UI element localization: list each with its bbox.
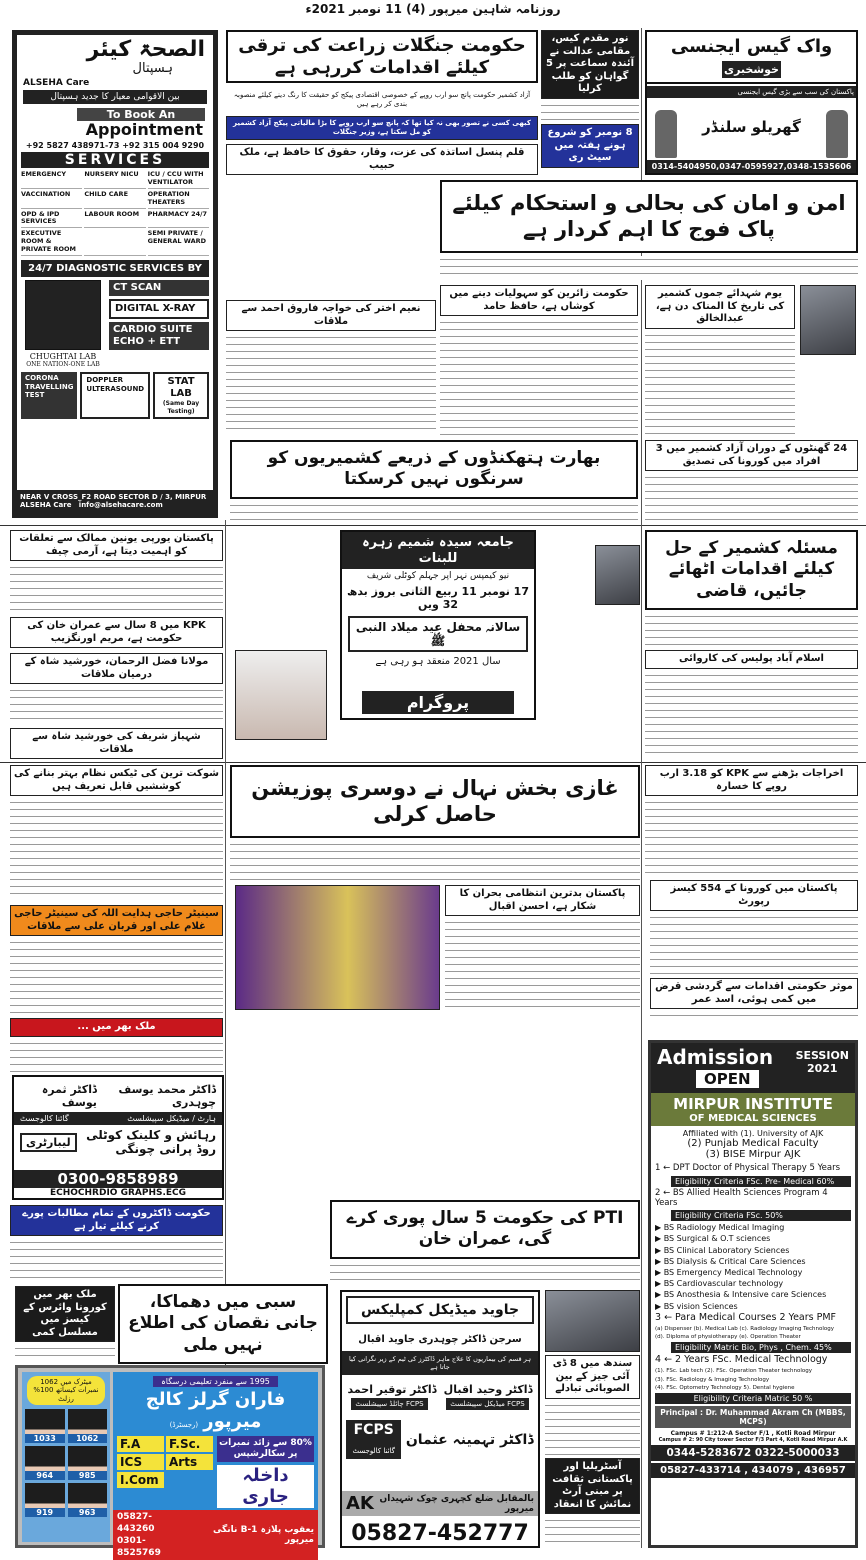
arrow-icon: ▶ — [655, 1279, 664, 1289]
eligibility-2: Eligibility Criteria FSc. 50% — [671, 1210, 851, 1221]
test-services — [17, 368, 213, 418]
session-year: 2021 — [806, 1062, 838, 1075]
student-photo — [25, 1483, 65, 1517]
article-headline: شوکت ترین کی ٹیکس نظام بہتر بنانے کی کوششیں قابل تعریف ہیں — [10, 765, 223, 796]
doctor-names — [14, 1077, 222, 1112]
news-article — [645, 530, 858, 645]
bs-program: BS Dialysis & Critical Care Sciences — [663, 1256, 806, 1266]
campus-2: Campus # 2: 90 City tower Sector F/3 Part 4, Kotli Road Mirpur A.K — [658, 1437, 848, 1444]
program-3: 3 ← Para Medical Courses 2 Years PMF — [655, 1311, 837, 1323]
gas-strip: پاکستان کی سب سے بڑی گیس ایجنسی — [647, 86, 856, 98]
news-article — [645, 765, 858, 875]
article-headline: سینیٹر حاجی ہدایت اللہ کی سینیٹر حاجی غلام علی اور قربان علی سے ملاقات — [10, 905, 223, 936]
service-item: ICU / CCU WITH VENTILATOR — [148, 170, 209, 189]
student-photo — [25, 1446, 65, 1480]
spec1: ہارٹ / میڈیکل سپیشلسٹ — [127, 1114, 216, 1123]
news-article — [226, 30, 538, 88]
news-article — [230, 440, 638, 520]
student-photo — [68, 1483, 108, 1517]
article-headline: یوم شہدائے جموں کشمیر کی تاریخ کا المناک دن ہے، عبدالخالق — [645, 285, 795, 329]
faran-phone1: 05827-443260 — [117, 1511, 155, 1534]
lab-name — [21, 350, 105, 369]
article-body-text — [230, 841, 640, 880]
student-score: 1033 — [25, 1434, 65, 1443]
student-photo — [68, 1446, 108, 1480]
faran-main-panel — [113, 1372, 318, 1558]
article-headline: غازی بخش نہال نے دوسری پوزیشن حاصل کرلی — [230, 765, 640, 838]
gas-phones: 0314-5404950,0347-0595927,0348-1535606 — [647, 160, 856, 173]
faran-courses — [117, 1436, 213, 1488]
program-4a: (1). FSc. Lab tech (2). FSc. Operation Theater technology — [655, 1368, 813, 1375]
news-article — [545, 1458, 640, 1548]
doctor-specs — [14, 1112, 222, 1125]
service-item: CHILD CARE — [84, 190, 145, 209]
bs-program: BS Anosthesia & Intensive care Sciences — [663, 1290, 827, 1300]
course-label: ICS — [117, 1454, 164, 1470]
news-article — [10, 728, 223, 760]
course-label: Arts — [166, 1454, 213, 1470]
faran-college-ad — [15, 1365, 325, 1558]
gas-cylinder: گھریلو سلنڈر — [702, 118, 801, 136]
bs-program: BS Clinical Laboratory Sciences — [663, 1245, 790, 1255]
article-headline: حکومت ڈاکٹروں کے تمام مطالبات پورے کرنے کیلئے تیار ہے — [10, 1205, 223, 1236]
news-article — [10, 765, 223, 900]
alseha-subtitle: ہسپتال — [132, 61, 173, 77]
alseha-brand: ALSEHA Care — [23, 78, 90, 89]
bs-program: BS Cardiovascular technology — [663, 1279, 784, 1289]
news-article — [118, 1284, 328, 1363]
lab-column — [21, 280, 105, 369]
article-headline: سندھ میں 8 ڈی آئی جیز کے بین الصوبائی تبادلے — [545, 1355, 640, 1399]
cylinder-icon — [655, 110, 677, 158]
cardio-suite: CARDIO SUITE ECHO + ETT — [109, 322, 209, 350]
alseha-tagline: بین الاقوامی معیار کا جدید ہسپتال — [23, 90, 207, 104]
article-body-text — [545, 1402, 640, 1455]
medc-phone: 05827-452777 — [351, 1521, 529, 1546]
news-article — [10, 1205, 223, 1280]
news-article — [440, 285, 638, 435]
stat-lab — [153, 372, 209, 418]
article-body-text — [10, 1040, 223, 1073]
service-item: VACCINATION — [21, 190, 82, 209]
article-body-text — [541, 102, 639, 122]
eligibility-1: Eligibility Criteria FSc. Pre- Medical 60% — [671, 1176, 851, 1187]
news-article — [645, 650, 858, 758]
jamia-event: سالانہ محفل عید میلاد النبی ﷺ — [348, 616, 528, 653]
bs-program: BS Emergency Medical Technology — [663, 1268, 803, 1278]
cylinder-icon — [826, 110, 848, 158]
program-4c: (4). FSc. Optometry Technology 5). Dental hygiene — [655, 1384, 795, 1391]
gas-badge: خوشخبری — [724, 63, 779, 76]
arrow-icon: ▶ — [655, 1290, 664, 1300]
article-body-text — [545, 1517, 640, 1548]
news-article — [15, 1286, 115, 1362]
alseha-care-ad — [12, 30, 218, 518]
arrow-icon: ▶ — [655, 1256, 664, 1266]
student-scores — [25, 1409, 107, 1517]
article-body-text — [645, 672, 858, 758]
jamia-program: پروگرام — [362, 691, 514, 714]
course-label: I.Com — [117, 1472, 164, 1488]
article-headline: سبی میں دھماکا، جانی نقصان کی اطلاع نہیں ملی — [118, 1284, 328, 1364]
article-body-text — [650, 914, 858, 975]
jamia-campus: نیو کیمپس نہر اپر جہلم کوٹلی شریف — [366, 571, 510, 582]
lab-section — [17, 280, 213, 369]
faran-address: یعقوب پلازہ B-1 نانگی میرپور — [212, 1524, 314, 1545]
diagnostic-title: 24/7 DIAGNOSTIC SERVICES BY — [21, 260, 209, 277]
article-headline: نور مقدم کیس، مقامی عدالت نے آئندہ سماعت پر 5 گواہان کو طلب کرلیا — [541, 30, 639, 99]
medc-surgeon: سرجن ڈاکٹر چوہدری جاوید اقبال — [358, 1334, 522, 1345]
admission-label: Admission — [657, 1045, 774, 1069]
student-score: 919 — [25, 1508, 65, 1517]
campus-1: Campus # 1:212-A Sector F/1 , Kotli Road Mirpur — [670, 1430, 836, 1438]
affiliation3: (3) BISE Mirpur AJK — [705, 1149, 801, 1160]
service-item: EXECUTIVE ROOM & PRIVATE ROOM — [21, 229, 82, 255]
doctor-phone: 0300-9858989 — [14, 1170, 222, 1188]
corona-test: CORONA TRAVELLING TEST — [21, 372, 77, 418]
news-article — [541, 124, 639, 178]
article-headline: اسلام آباد پولیس کی کاروائی — [645, 650, 858, 669]
article-body-text — [10, 939, 223, 1015]
arrow-icon: ▶ — [655, 1234, 664, 1244]
article-headline: حکومت زائرین کو سہولیات دینے میں کوشاں ہے، حافظ حامد — [440, 285, 638, 316]
news-article — [226, 144, 538, 178]
article-headline: امن و امان کی بحالی و استحکام کیلئے پاک فوج کا اہم کردار ہے — [440, 180, 858, 253]
bs-program-item — [651, 1233, 855, 1244]
faran-admission: داخلہ جاری — [217, 1465, 314, 1508]
article-headline: شہباز شریف کی خورشید شاہ سے ملاقات — [10, 728, 223, 759]
bs-program: BS vision Sciences — [663, 1301, 738, 1311]
article-headline: مولانا فضل الرحمان، خورشید شاہ کے درمیان ملاقات — [10, 653, 223, 684]
article-headline: کبھی کسی نے تصور بھی نہ کیا تھا کہ پانچ سو ارب روپے کا بڑا مالیاتی پیکج آزاد کشمیر کو مل سکتا ہے، وزیر جنگلات — [226, 116, 538, 140]
news-article — [650, 978, 858, 1018]
ct-scan: CT SCAN — [109, 280, 209, 296]
news-article — [645, 285, 795, 435]
alseha-facebook: ALSEHA Care — [20, 501, 72, 510]
faran-result: میٹرک میں 1062 نمبرات کیساتھ 100% رزلٹ — [27, 1376, 105, 1405]
news-article — [445, 885, 640, 1010]
divider — [0, 525, 866, 526]
course-label: F.A — [117, 1436, 164, 1452]
article-body-text — [10, 1239, 223, 1280]
alseha-title: الصحۃ کیئر — [86, 37, 205, 62]
news-article — [645, 440, 858, 520]
arrow-icon: ▶ — [655, 1245, 664, 1255]
lab-name-text: CHUGHTAI LAB — [29, 351, 97, 361]
arrow-icon: ▶ — [655, 1301, 664, 1311]
news-article — [10, 1018, 223, 1073]
alseha-address: NEAR V CROSS_F2 ROAD SECTOR D / 3, MIRPUR — [20, 492, 207, 501]
alseha-email: info@alsehacare.com — [78, 501, 163, 510]
doctor-tauqeer: ڈاکٹر توقیر احمد — [347, 1383, 437, 1396]
program-2: 2 ← BS Allied Health Sciences Program 4 Years — [655, 1187, 828, 1208]
program-3b: (d). Diploma of physiotherapy (e). Operation Theater — [655, 1334, 801, 1341]
faran-reg: (رجسٹرڈ) — [169, 1420, 199, 1429]
news-article — [226, 300, 436, 435]
news-article — [10, 530, 223, 615]
article-body-text — [230, 502, 638, 520]
jamia-event-ad — [340, 530, 536, 720]
service-item — [84, 229, 145, 255]
article-body-text — [645, 799, 858, 875]
article-body-text — [10, 687, 223, 725]
news-article — [440, 180, 858, 280]
gas-title-text: واک گیس ایجنسی — [670, 36, 833, 57]
jamia-date: 17 نومبر 11 ربیع الثانی بروز بدھ 32 ویں — [347, 585, 529, 612]
news-article — [226, 116, 538, 142]
medc-title: جاوید میڈیکل کمپلیکس — [346, 1296, 534, 1324]
mims-phones-1: 0344-5283672 0322-5000033 — [651, 1445, 855, 1461]
news-article — [650, 880, 858, 975]
article-body-text — [645, 332, 795, 435]
eligibility-4: Eligibility Criteria Matric 50 % — [655, 1393, 851, 1404]
article-headline: KPK میں 8 سال سے عمران خان کی حکومت ہے، مریم اورنگزیب — [10, 617, 223, 648]
photo-man — [800, 285, 856, 355]
doppler: DOPPLER ULTERASOUND — [80, 372, 150, 418]
service-item: LABOUR ROOM — [84, 210, 145, 229]
program-4: 4 ← 2 Years FSc. Medical Technology — [655, 1354, 828, 1366]
article-headline: آزاد کشمیر حکومت پانچ سو ارب روپے کے خصوصی اقتصادی پیکج کو حقیقت کا رنگ دینے کیلئے منصوبہ بندی کر رہے ہیں — [226, 89, 538, 111]
clinic-row — [14, 1125, 222, 1160]
doctor-tauqeer-spec: FCPS چائلڈ سپیشلسٹ — [351, 1398, 427, 1410]
gyn-label: گائنا کالوجسٹ — [352, 1447, 395, 1455]
bs-program-item — [651, 1289, 855, 1300]
scan-services — [109, 280, 209, 369]
fcps-badge: FCPS — [353, 1422, 394, 1438]
photo-man — [595, 545, 640, 605]
bs-program-item — [651, 1278, 855, 1289]
divider — [0, 762, 866, 763]
article-headline: PTI کی حکومت 5 سال پوری کرے گی، عمران خان — [330, 1200, 640, 1259]
article-headline: بھارت ہتھکنڈوں کے ذریعے کشمیریوں کو سرنگوں نہیں کرسکتا — [230, 440, 638, 499]
news-article — [330, 1200, 640, 1285]
doctor1: ڈاکٹر محمد یوسف چوہدری — [118, 1083, 216, 1109]
student-photo — [25, 1409, 65, 1443]
bs-program-item — [651, 1267, 855, 1278]
news-article — [10, 653, 223, 725]
faran-contact — [113, 1510, 318, 1560]
jamia-title: جامعہ سیدہ شمیم زہرہ للبنات — [342, 532, 534, 569]
mims-phones-2: 05827-433714 , 434079 , 436957 — [651, 1463, 855, 1478]
news-article — [545, 1355, 640, 1455]
arrow-icon: ▶ — [655, 1268, 664, 1278]
faran-phone2: 0301-8525769 — [117, 1535, 161, 1558]
program-4b: (3). FSc. Radiology & Imaging Technology — [655, 1376, 770, 1383]
echo-label: ECHOCHRDIO GRAPHS.ECG — [49, 1188, 187, 1198]
service-item: EMERGENCY — [21, 170, 82, 189]
arrow-icon: ▶ — [655, 1223, 664, 1233]
program-1: 1 ← DPT Doctor of Physical Therapy 5 Years — [655, 1163, 840, 1173]
service-item: SEMI PRIVATE / GENERAL WARD — [148, 229, 209, 255]
faran-since: 1995 سے منفرد تعلیمی درسگاہ — [153, 1376, 278, 1387]
appointment-label: Appointment — [85, 120, 203, 140]
article-body-text — [15, 1345, 115, 1362]
article-body-text — [10, 799, 223, 900]
photo-woman — [235, 650, 327, 740]
article-headline: 8 نومبر کو شروع ہونے ہفتہ میں سیٹ ری — [541, 124, 639, 168]
news-article — [226, 89, 538, 115]
bs-program-item — [651, 1245, 855, 1256]
article-headline: ملک بھر میں کورونا وائرس کے کیسز میں مسلسل کمی — [15, 1286, 115, 1342]
doctor-waheed-spec: FCPS میڈیکل سپیشلسٹ — [446, 1398, 528, 1410]
gas-agency-ad — [645, 30, 858, 175]
affiliation1: Affiliated with (1). University of AJK — [682, 1129, 824, 1138]
photo-students — [235, 885, 440, 1010]
institute-name2: OF MEDICAL SCIENCES — [689, 1113, 817, 1124]
spec2: گائنا کالوجسٹ — [20, 1114, 69, 1123]
article-headline: پاکستان میں کورونا کے 554 کیسز رپورٹ — [650, 880, 858, 911]
article-headline: ملک بھر میں ... — [10, 1018, 223, 1037]
digital-xray: DIGITAL X-RAY — [109, 299, 209, 319]
article-headline: نعیم اختر کی خواجہ فاروق احمد سے ملاقات — [226, 300, 436, 331]
medical-complex-ad — [340, 1290, 540, 1548]
article-body-text — [445, 919, 640, 1010]
gas-title — [647, 32, 856, 84]
article-body-text — [440, 256, 858, 280]
alseha-footer — [17, 490, 213, 514]
student-photo — [68, 1409, 108, 1443]
article-body-text — [10, 564, 223, 615]
faran-title: فاران گرلز کالج میرپور — [145, 1389, 286, 1432]
admission-header — [651, 1043, 855, 1093]
lab-label: لیبارٹری — [20, 1133, 77, 1152]
bs-program-item — [651, 1256, 855, 1267]
student-score: 1062 — [68, 1434, 108, 1443]
doctor-clinic-ad — [12, 1075, 224, 1200]
course-label: F.Sc. — [166, 1436, 213, 1452]
article-headline: پاکستان یورپی یونین ممالک سے تعلقات کو اہمیت دیتا ہے، آرمی چیف — [10, 530, 223, 561]
affiliation2: (2) Punjab Medical Faculty — [687, 1138, 819, 1149]
jamia-year: سال 2021 منعقد ہو رہی ہے — [375, 656, 501, 668]
news-article — [541, 30, 639, 122]
article-body-text — [440, 319, 638, 435]
medc-strip: ہر قسم کی بیماریوں کا علاج ماہر ڈاکٹرز کی ٹیم کے زیر نگرانی کیا جاتا ہے — [342, 1351, 538, 1375]
faran-offer-row — [113, 1434, 318, 1510]
alseha-phones: +92 5827 438971-73 +92 315 004 9290 — [25, 140, 205, 150]
article-headline: اخراجات بڑھنے سے KPK کو 3.18 ارب روپے کا خسارہ — [645, 765, 858, 796]
eligibility-3: Eligibility Matric Bio, Phys , Chem. 45% — [671, 1342, 851, 1353]
article-body-text — [226, 334, 436, 435]
medc-address: بالمقابل ضلع کچہری چوک شہیداں میرپور — [379, 1493, 534, 1514]
service-item: OPD & IPD SERVICES — [21, 210, 82, 229]
article-headline: مسئلہ کشمیر کے حل کیلئے اقدامات اٹھائے جائیں، قاضی — [645, 530, 858, 610]
program-3a: (a) Dispenser (b). Medical Lab (c). Radiology Imaging Technology — [655, 1325, 834, 1332]
article-body-text — [330, 1262, 640, 1285]
service-item: PHARMACY 24/7 — [148, 210, 209, 229]
faran-scholarship: 80% سے زائد نمبرات پر سکالرشپس — [217, 1436, 314, 1462]
article-headline: حکومت جنگلات زراعت کی ترقی کیلئے اقدامات کررہی ہے — [226, 30, 538, 83]
article-headline: پاکستان بدترین انتظامی بحران کا شکار ہے، احسن اقبال — [445, 885, 640, 916]
bs-program-item — [651, 1222, 855, 1233]
lab-sub: ONE NATION-ONE LAB — [26, 361, 100, 369]
article-headline: آسٹریلیا اور پاکستانی ثقافت پر مبنی آرٹ نمائش کا انعقاد — [545, 1458, 640, 1514]
service-item: OPERATION THEATERS — [148, 190, 209, 209]
news-article — [10, 905, 223, 1015]
mirpur-institute-ad — [648, 1040, 858, 1548]
clinic-address: رہائش و کلینک کوٹلی روڈ پرانی چونگی — [86, 1128, 216, 1157]
doctor2: ڈاکٹر ثمرہ یوسف — [41, 1083, 97, 1109]
services-title: SERVICES — [21, 152, 209, 169]
photo-minister — [545, 1290, 640, 1352]
dateline: روزنامہ شاہین میرپور (4) 11 نومبر 2021ء — [305, 2, 561, 16]
article-headline: 24 گھنٹوں کے دوران آزاد کشمیر میں 3 افراد میں کورونا کی تصدیق — [645, 440, 858, 471]
article-headline: قلم پنسل اساتذہ کی عزت، وقار، حقوق کا خافظ ہے، ملک حبیب — [226, 144, 538, 175]
doctor-waheed: ڈاکٹر وحید اقبال — [443, 1383, 533, 1396]
news-article — [230, 765, 640, 880]
principal: Principal : Dr. Muhammad Akram Ch (MBBS, MCPS) — [655, 1406, 851, 1428]
doctor-tehmina: ڈاکٹر تہمینہ عثمان — [405, 1431, 534, 1448]
news-article — [10, 617, 223, 651]
article-body-text — [650, 1012, 858, 1018]
bs-program: BS Radiology Medical Imaging — [663, 1223, 785, 1233]
bs-program-item — [651, 1301, 855, 1312]
bs-program: BS Surgical & O.T sciences — [663, 1234, 771, 1244]
service-item: NURSERY NICU — [84, 170, 145, 189]
faran-students-panel — [22, 1372, 110, 1542]
stat-lab-title: STAT LAB — [167, 376, 195, 400]
article-headline: موثر حکومتی اقدامات سے گردشی قرض میں کمی ہوئی، اسد عمر — [650, 978, 858, 1009]
stat-lab-sub: (Same Day Testing) — [162, 400, 200, 415]
article-body-text — [645, 613, 858, 645]
medc-ak: AK — [346, 1493, 374, 1514]
bs-programs — [651, 1222, 855, 1312]
session-label: SESSION — [795, 1049, 849, 1062]
article-body-text — [645, 474, 858, 520]
chughtai-lab-logo — [25, 280, 101, 350]
student-score: 963 — [68, 1508, 108, 1517]
open-label: OPEN — [696, 1070, 759, 1088]
student-score: 985 — [68, 1471, 108, 1480]
services-grid — [17, 169, 213, 256]
student-score: 964 — [25, 1471, 65, 1480]
book-label: To Book An — [77, 108, 205, 121]
institute-name: MIRPUR INSTITUTE — [673, 1095, 833, 1113]
